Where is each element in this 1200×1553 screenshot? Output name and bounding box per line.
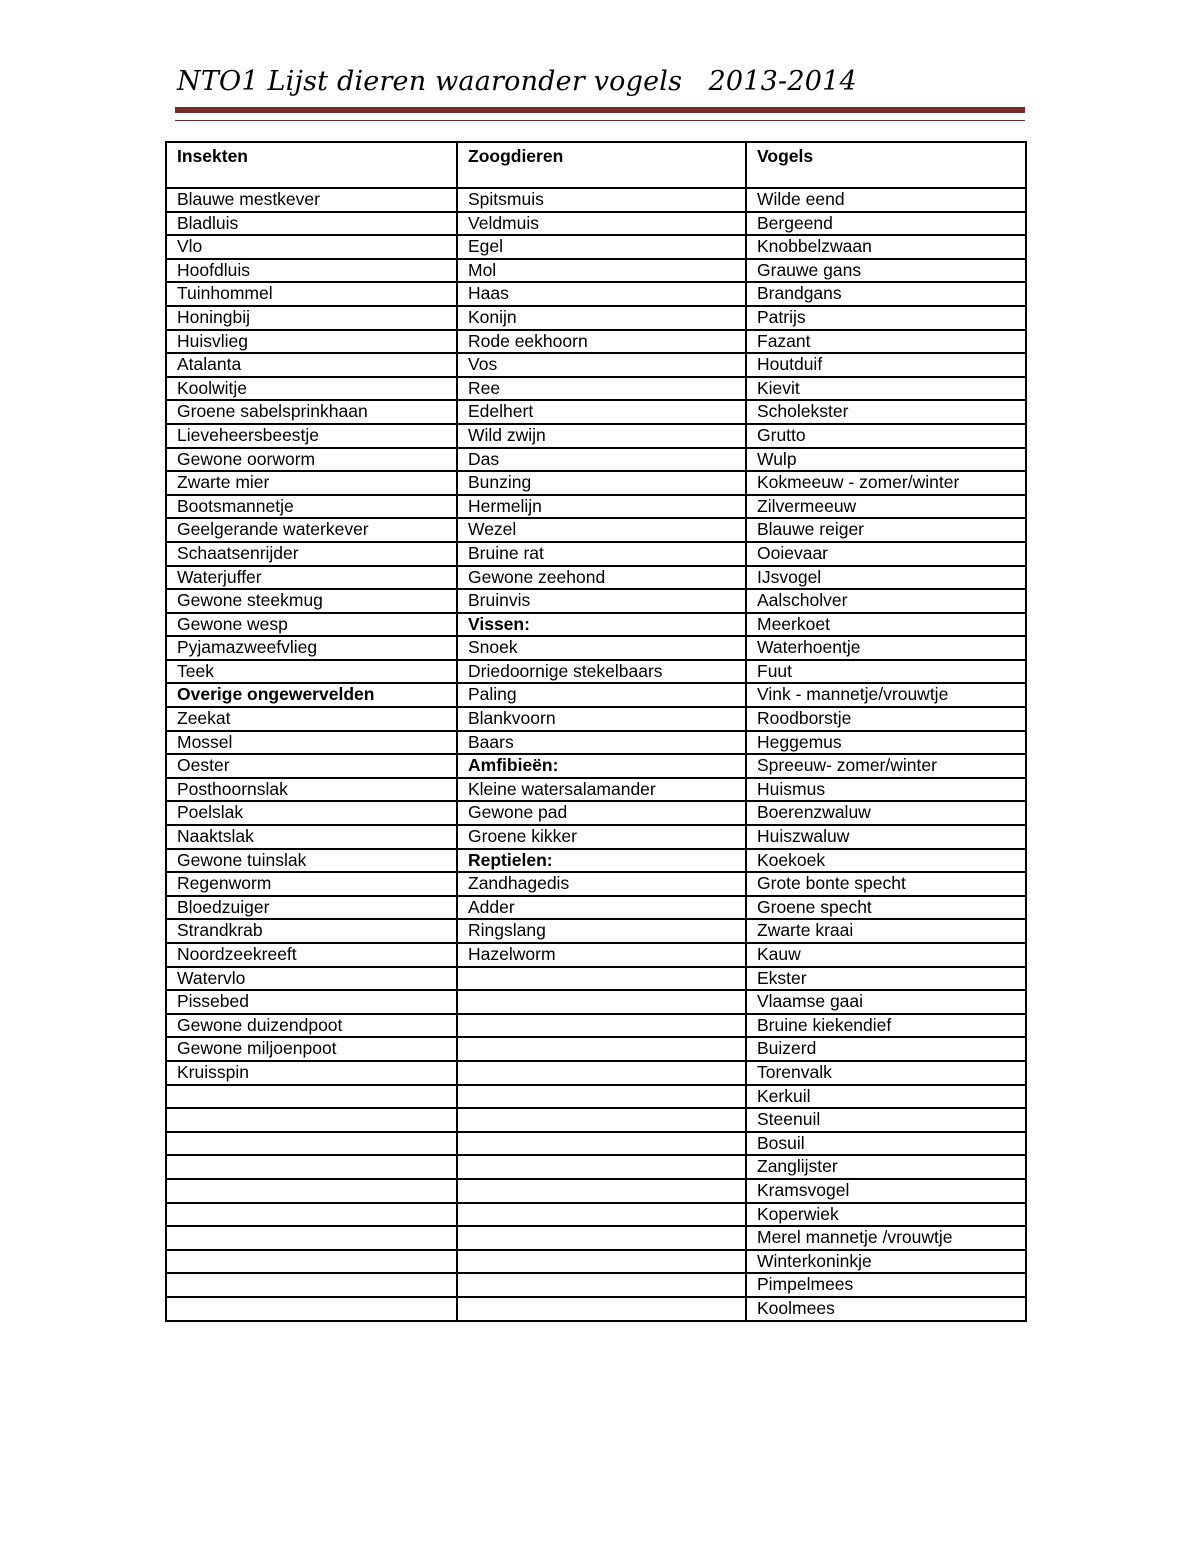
insekten-cell — [166, 1132, 457, 1156]
vogels-cell: Heggemus — [746, 731, 1026, 755]
zoogdieren-cell: Reptielen: — [457, 849, 746, 873]
zoogdieren-cell: Gewone zeehond — [457, 566, 746, 590]
table-row — [166, 943, 1026, 967]
vogels-cell: Fuut — [746, 660, 1026, 684]
title-rule-thick — [175, 107, 1025, 113]
insekten-cell: Gewone duizendpoot — [166, 1014, 457, 1038]
insekten-cell: Groene sabelsprinkhaan — [166, 400, 457, 424]
table-row — [166, 613, 1026, 637]
vogels-cell: Steenuil — [746, 1108, 1026, 1132]
insekten-cell — [166, 1155, 457, 1179]
zoogdieren-cell: Rode eekhoorn — [457, 330, 746, 354]
table-row — [166, 731, 1026, 755]
table-row — [166, 1132, 1026, 1156]
zoogdieren-cell — [457, 1037, 746, 1061]
zoogdieren-cell: Bruinvis — [457, 589, 746, 613]
insekten-cell: Zeekat — [166, 707, 457, 731]
vogels-cell: Kramsvogel — [746, 1179, 1026, 1203]
insekten-cell: Pissebed — [166, 990, 457, 1014]
zoogdieren-cell: Veldmuis — [457, 212, 746, 236]
insekten-cell: Waterjuffer — [166, 566, 457, 590]
table-row — [166, 1014, 1026, 1038]
table-row — [166, 683, 1026, 707]
zoogdieren-cell: Zandhagedis — [457, 872, 746, 896]
table-row — [166, 330, 1026, 354]
vogels-cell: Kauw — [746, 943, 1026, 967]
zoogdieren-cell — [457, 1014, 746, 1038]
table-row — [166, 471, 1026, 495]
zoogdieren-cell: Kleine watersalamander — [457, 778, 746, 802]
table-row — [166, 660, 1026, 684]
insekten-cell: Bloedzuiger — [166, 896, 457, 920]
insekten-cell: Kruisspin — [166, 1061, 457, 1085]
insekten-cell: Schaatsenrijder — [166, 542, 457, 566]
table-row — [166, 448, 1026, 472]
insekten-cell: Strandkrab — [166, 919, 457, 943]
vogels-cell: Spreeuw- zomer/winter — [746, 754, 1026, 778]
zoogdieren-cell: Spitsmuis — [457, 188, 746, 212]
vogels-cell: Kerkuil — [746, 1085, 1026, 1109]
vogels-cell: Zanglijster — [746, 1155, 1026, 1179]
table-header-row — [166, 142, 1026, 188]
vogels-cell: Aalscholver — [746, 589, 1026, 613]
zoogdieren-cell: Mol — [457, 259, 746, 283]
table-row — [166, 1297, 1026, 1321]
zoogdieren-cell — [457, 1203, 746, 1227]
zoogdieren-cell: Das — [457, 448, 746, 472]
vogels-cell: Grutto — [746, 424, 1026, 448]
insekten-cell — [166, 1250, 457, 1274]
vogels-cell: Fazant — [746, 330, 1026, 354]
zoogdieren-cell: Wezel — [457, 518, 746, 542]
insekten-cell: Atalanta — [166, 353, 457, 377]
table-row — [166, 825, 1026, 849]
vogels-cell: Houtduif — [746, 353, 1026, 377]
insekten-cell: Pyjamazweefvlieg — [166, 636, 457, 660]
zoogdieren-cell: Konijn — [457, 306, 746, 330]
insekten-cell: Watervlo — [166, 967, 457, 991]
insekten-cell: Honingbij — [166, 306, 457, 330]
zoogdieren-cell — [457, 990, 746, 1014]
insekten-cell: Oester — [166, 754, 457, 778]
table-row — [166, 518, 1026, 542]
vogels-cell: Zilvermeeuw — [746, 495, 1026, 519]
zoogdieren-cell — [457, 1273, 746, 1297]
vogels-cell: Knobbelzwaan — [746, 235, 1026, 259]
table-row — [166, 1179, 1026, 1203]
insekten-cell: Gewone oorworm — [166, 448, 457, 472]
insekten-cell: Gewone steekmug — [166, 589, 457, 613]
vogels-cell: Grauwe gans — [746, 259, 1026, 283]
zoogdieren-cell — [457, 1061, 746, 1085]
insekten-cell — [166, 1297, 457, 1321]
insekten-cell: Blauwe mestkever — [166, 188, 457, 212]
table-row — [166, 872, 1026, 896]
vogels-cell: Vink - mannetje/vrouwtje — [746, 683, 1026, 707]
vogels-cell: Bosuil — [746, 1132, 1026, 1156]
table-row — [166, 1037, 1026, 1061]
vogels-cell: Ooievaar — [746, 542, 1026, 566]
zoogdieren-cell: Amfibieën: — [457, 754, 746, 778]
vogels-cell: Waterhoentje — [746, 636, 1026, 660]
insekten-cell: Zwarte mier — [166, 471, 457, 495]
insekten-cell: Naaktslak — [166, 825, 457, 849]
vogels-cell: Merel mannetje /vrouwtje — [746, 1226, 1026, 1250]
zoogdieren-cell: Hermelijn — [457, 495, 746, 519]
insekten-cell: Bootsmannetje — [166, 495, 457, 519]
vogels-cell: Grote bonte specht — [746, 872, 1026, 896]
page-title: NTO1 Lijst dieren waaronder vogels 2013-2014 — [177, 66, 857, 97]
zoogdieren-cell: Baars — [457, 731, 746, 755]
zoogdieren-cell — [457, 1297, 746, 1321]
zoogdieren-cell: Wild zwijn — [457, 424, 746, 448]
insekten-cell — [166, 1203, 457, 1227]
vogels-cell: Scholekster — [746, 400, 1026, 424]
vogels-cell: Koolmees — [746, 1297, 1026, 1321]
insekten-cell — [166, 1108, 457, 1132]
vogels-cell: Brandgans — [746, 282, 1026, 306]
vogels-cell: Ekster — [746, 967, 1026, 991]
vogels-cell: Koperwiek — [746, 1203, 1026, 1227]
insekten-cell — [166, 1179, 457, 1203]
vogels-cell: Koekoek — [746, 849, 1026, 873]
vogels-cell: Patrijs — [746, 306, 1026, 330]
insekten-cell — [166, 1226, 457, 1250]
insekten-cell: Teek — [166, 660, 457, 684]
insekten-cell: Hoofdluis — [166, 259, 457, 283]
insekten-cell — [166, 1273, 457, 1297]
zoogdieren-cell: Bunzing — [457, 471, 746, 495]
insekten-cell: Vlo — [166, 235, 457, 259]
zoogdieren-cell: Haas — [457, 282, 746, 306]
animal-list-table — [165, 141, 1027, 1322]
insekten-cell: Huisvlieg — [166, 330, 457, 354]
table-row — [166, 801, 1026, 825]
insekten-cell: Gewone wesp — [166, 613, 457, 637]
table-row — [166, 282, 1026, 306]
insekten-cell: Poelslak — [166, 801, 457, 825]
table-row — [166, 1250, 1026, 1274]
zoogdieren-cell: Vos — [457, 353, 746, 377]
zoogdieren-cell: Egel — [457, 235, 746, 259]
zoogdieren-cell: Driedoornige stekelbaars — [457, 660, 746, 684]
table-row — [166, 377, 1026, 401]
zoogdieren-cell — [457, 1250, 746, 1274]
zoogdieren-cell: Snoek — [457, 636, 746, 660]
table-row — [166, 919, 1026, 943]
insekten-cell: Gewone miljoenpoot — [166, 1037, 457, 1061]
table-row — [166, 1273, 1026, 1297]
table-row — [166, 1085, 1026, 1109]
zoogdieren-cell — [457, 1108, 746, 1132]
vogels-cell: Huismus — [746, 778, 1026, 802]
zoogdieren-cell: Paling — [457, 683, 746, 707]
vogels-cell: Roodborstje — [746, 707, 1026, 731]
vogels-cell: Wilde eend — [746, 188, 1026, 212]
vogels-cell: Zwarte kraai — [746, 919, 1026, 943]
vogels-cell: Bergeend — [746, 212, 1026, 236]
table-row — [166, 707, 1026, 731]
zoogdieren-cell — [457, 1132, 746, 1156]
vogels-cell: Vlaamse gaai — [746, 990, 1026, 1014]
zoogdieren-cell: Bruine rat — [457, 542, 746, 566]
zoogdieren-cell — [457, 1085, 746, 1109]
table-row — [166, 235, 1026, 259]
table-row — [166, 212, 1026, 236]
table-row — [166, 259, 1026, 283]
vogels-cell: Torenvalk — [746, 1061, 1026, 1085]
insekten-cell: Koolwitje — [166, 377, 457, 401]
zoogdieren-cell: Vissen: — [457, 613, 746, 637]
zoogdieren-cell: Gewone pad — [457, 801, 746, 825]
header-vogels: Vogels — [746, 142, 1026, 188]
table-row — [166, 1155, 1026, 1179]
zoogdieren-cell — [457, 1155, 746, 1179]
header-zoogdieren: Zoogdieren — [457, 142, 746, 188]
table-row — [166, 1108, 1026, 1132]
table-row — [166, 542, 1026, 566]
vogels-cell: Kokmeeuw - zomer/winter — [746, 471, 1026, 495]
vogels-cell: Boerenzwaluw — [746, 801, 1026, 825]
zoogdieren-cell: Ree — [457, 377, 746, 401]
vogels-cell: Winterkoninkje — [746, 1250, 1026, 1274]
table-row — [166, 990, 1026, 1014]
insekten-cell: Lieveheersbeestje — [166, 424, 457, 448]
table-body — [166, 188, 1026, 1321]
zoogdieren-cell: Blankvoorn — [457, 707, 746, 731]
zoogdieren-cell: Adder — [457, 896, 746, 920]
vogels-cell: Bruine kiekendief — [746, 1014, 1026, 1038]
vogels-cell: Huiszwaluw — [746, 825, 1026, 849]
table-row — [166, 566, 1026, 590]
zoogdieren-cell: Groene kikker — [457, 825, 746, 849]
insekten-cell: Posthoornslak — [166, 778, 457, 802]
table-row — [166, 1226, 1026, 1250]
table-row — [166, 188, 1026, 212]
insekten-cell: Tuinhommel — [166, 282, 457, 306]
table-row — [166, 778, 1026, 802]
table-row — [166, 849, 1026, 873]
zoogdieren-cell — [457, 967, 746, 991]
insekten-cell: Geelgerande waterkever — [166, 518, 457, 542]
table-row — [166, 495, 1026, 519]
insekten-cell: Regenworm — [166, 872, 457, 896]
table-row — [166, 424, 1026, 448]
vogels-cell: Buizerd — [746, 1037, 1026, 1061]
vogels-cell: Wulp — [746, 448, 1026, 472]
table-row — [166, 1203, 1026, 1227]
insekten-cell: Noordzeekreeft — [166, 943, 457, 967]
table-row — [166, 636, 1026, 660]
vogels-cell: Kievit — [746, 377, 1026, 401]
vogels-cell: Blauwe reiger — [746, 518, 1026, 542]
table-row — [166, 589, 1026, 613]
table-row — [166, 1061, 1026, 1085]
table-row — [166, 306, 1026, 330]
zoogdieren-cell: Ringslang — [457, 919, 746, 943]
insekten-cell: Overige ongewervelden — [166, 683, 457, 707]
vogels-cell: Meerkoet — [746, 613, 1026, 637]
header-insekten: Insekten — [166, 142, 457, 188]
insekten-cell: Mossel — [166, 731, 457, 755]
table-row — [166, 400, 1026, 424]
insekten-cell — [166, 1085, 457, 1109]
insekten-cell: Gewone tuinslak — [166, 849, 457, 873]
vogels-cell: Groene specht — [746, 896, 1026, 920]
table-row — [166, 967, 1026, 991]
zoogdieren-cell — [457, 1226, 746, 1250]
vogels-cell: Pimpelmees — [746, 1273, 1026, 1297]
title-rule-thin — [175, 120, 1025, 121]
insekten-cell: Bladluis — [166, 212, 457, 236]
zoogdieren-cell — [457, 1179, 746, 1203]
zoogdieren-cell: Edelhert — [457, 400, 746, 424]
table-row — [166, 896, 1026, 920]
table-row — [166, 353, 1026, 377]
table-row — [166, 754, 1026, 778]
vogels-cell: IJsvogel — [746, 566, 1026, 590]
zoogdieren-cell: Hazelworm — [457, 943, 746, 967]
